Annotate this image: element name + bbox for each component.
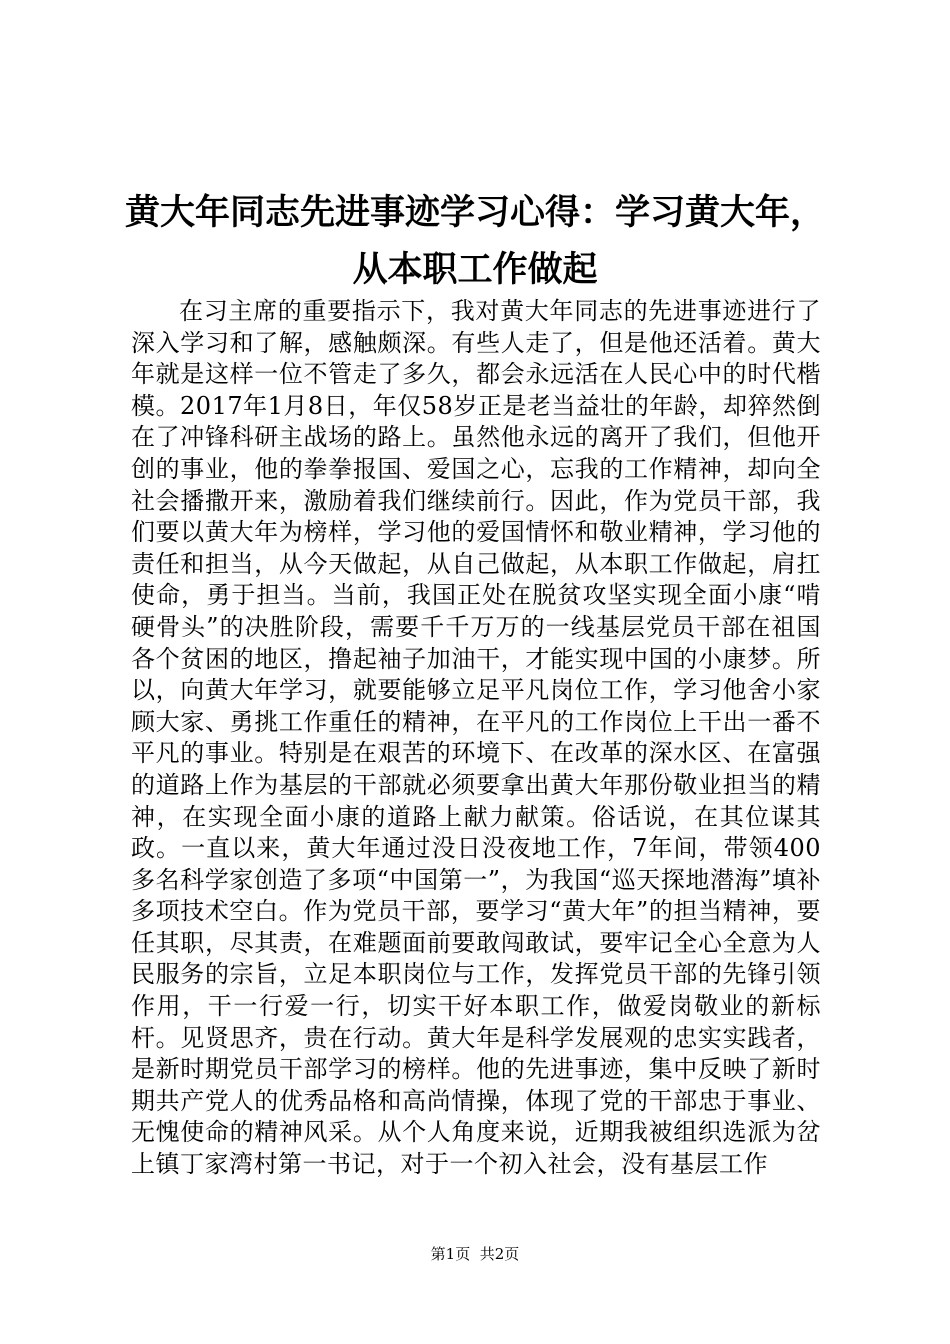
footer-spacer	[470, 1245, 480, 1263]
page-footer	[0, 1244, 950, 1264]
document-title	[118, 184, 832, 298]
body-paragraph: 在习主席的重要指示下，我对黄大年同志的先进事迹进行了深入学习和了解，感触颇深。有些人走了，但是他还活着。黄大年就是这样一位不管走了多久，都会永远活在人民心中的时代楷模。2017年1月8日，年仅58岁正是老当益壮的年龄，却猝然倒在了冲锋科研主战场的路上。虽然他永远的离开了我们，但他开创的事业，他的拳拳报国、爱国之心，忘我的工作精神，却向全社会播撒开来，激励着我们继续前行。因此，作为党员干部，我们要以黄大年为榜样，学习他的爱国情怀和敬业精神，学习他的责任和担当，从今天做起，从自己做起，从本职工作做起，肩扛使命，勇于担当。当前，我国正处在脱贫攻坚实现全面小康“啃硬骨头”的决胜阶段，需要千千万万的一线基层党员干部在祖国各个贫困的地区，撸起袖子加油干，才能实现中国的小康梦。所以，向黄大年学习，就要能够立足平凡岗位工作，学习他舍小家顾大家、勇挑工作重任的精神，在平凡的工作岗位上干出一番不平凡的事业。特别是在艰苦的环境下、在改革的深水区、在富强的道路上作为基层的干部就必须要拿出黄大年那份敬业担当的精神，在实现全面小康的道路上献力献策。俗话说，在其位谋其政。一直以来，黄大年通过没日没夜地工作，7年间，带领400多名科学家创造了多项“中国第一”，为我国“巡天探地潜海”填补多项技术空白。作为党员干部，要学习“黄大年”的担当精神，要任其职，尽其责，在难题面前要敢闯敢试，要牢记全心全意为人民服务的宗旨，立足本职岗位与工作，发挥党员干部的先锋引领作用，干一行爱一行，切实干好本职工作，做爱岗敬业的新标杆。见贤思齐，贵在行动。黄大年是科学发展观的忠实实践者，是新时期党员干部学习的榜样。他的先进事迹，集中反映了新时期共产党人的优秀品格和高尚情操，体现了党的干部忠于事业、无愧使命的精神风采。从个人角度来说，近期我被组织选派为岔上镇丁家湾村第一书记，对于一个初入社会，没有基层工作	[131, 297, 821, 1179]
page-number-current: 第1页	[430, 1245, 471, 1263]
title-line-1: 黄大年同志先进事迹学习心得：学习黄大年，	[124, 192, 825, 233]
page-number-total: 共2页	[479, 1245, 520, 1263]
title-line-2: 从本职工作做起	[352, 249, 598, 290]
